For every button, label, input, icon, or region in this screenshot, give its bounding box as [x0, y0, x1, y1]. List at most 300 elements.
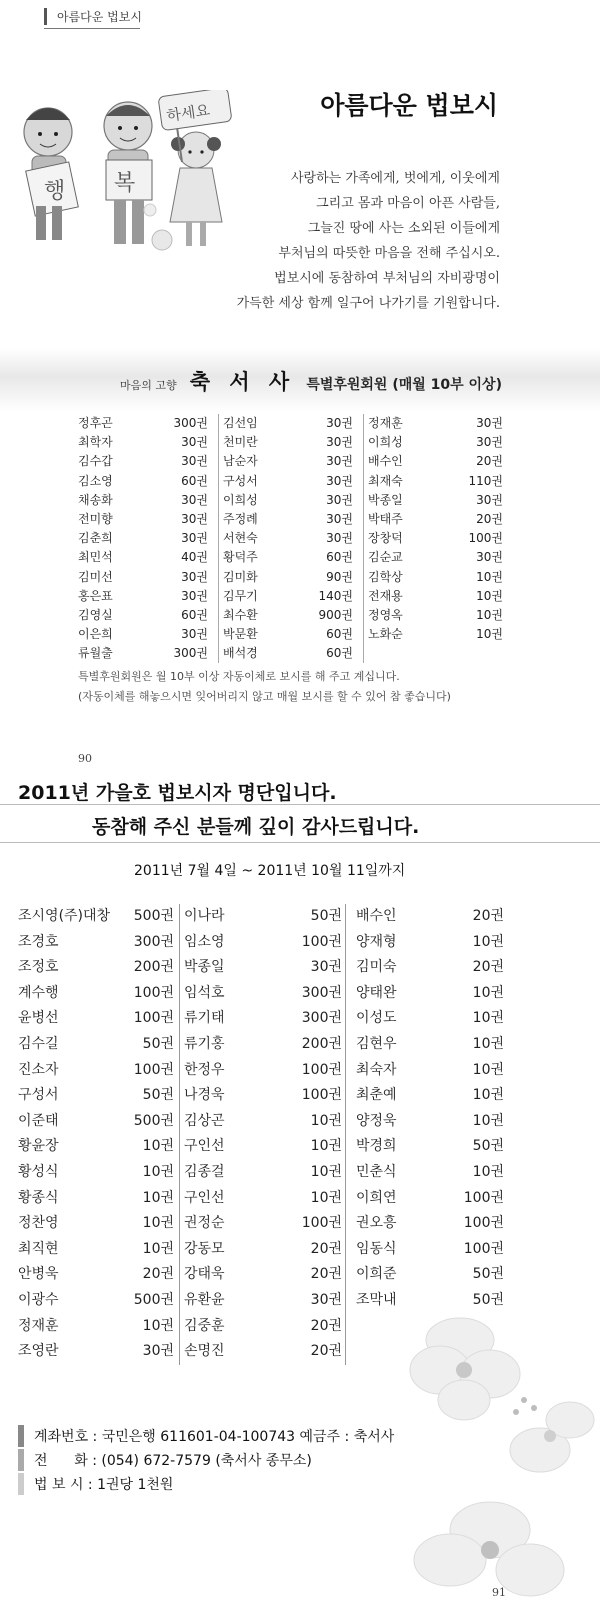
sign-text: 하세요: [165, 101, 212, 125]
table-row: [18, 904, 508, 930]
donor-entry: [18, 1339, 180, 1365]
donor-amount: 30권: [181, 492, 208, 507]
donor-entry: [18, 1314, 180, 1340]
table-row: [18, 1058, 508, 1084]
donor-amount: 30권: [142, 1343, 174, 1360]
account-info: [18, 1424, 394, 1496]
page-number-right: 91: [492, 1586, 506, 1599]
donor-entry: [364, 472, 508, 491]
table-row: [18, 1109, 508, 1135]
heading-prefix: 마음의 고향: [120, 379, 177, 392]
donor-entry: [180, 1237, 346, 1263]
donor-amount: 100권: [463, 1215, 504, 1232]
donor-entry: [219, 529, 364, 548]
donor-name: 유환윤: [184, 1291, 225, 1308]
donor-name: 황성식: [18, 1163, 59, 1180]
donor-entry: [346, 1186, 506, 1212]
donor-entry: [346, 1237, 506, 1263]
donor-amount: 10권: [476, 588, 503, 603]
donor-entry: [180, 1058, 346, 1084]
donor-amount: 50권: [472, 1266, 504, 1283]
donor-name: 구성서: [223, 473, 258, 488]
donor-name: 김미화: [223, 569, 258, 584]
donor-name: 조정호: [18, 959, 59, 976]
poem-line: 부처님의 따뜻한 마음을 전해 주십시오.: [278, 246, 500, 261]
donor-amount: 10권: [472, 1163, 504, 1180]
donor-amount: 30권: [326, 454, 353, 469]
donor-amount: 10권: [142, 1215, 174, 1232]
donor-entry: [346, 1058, 506, 1084]
donor-name: 구인선: [184, 1138, 225, 1155]
donor-name: 양정욱: [356, 1112, 397, 1129]
donor-entry: [180, 1339, 346, 1365]
donor-name: 황덕주: [223, 550, 258, 565]
donor-amount: 20권: [142, 1266, 174, 1283]
donor-entry: [180, 955, 346, 981]
donor-amount: 20권: [310, 1343, 342, 1360]
donor-amount: 20권: [310, 1240, 342, 1257]
donor-amount: 300권: [301, 984, 342, 1001]
donor-entry: [18, 1288, 180, 1314]
donor-entry: [219, 625, 364, 644]
donor-name: 이희연: [356, 1189, 397, 1206]
donor-name: 박경희: [356, 1138, 397, 1155]
donor-entry: [78, 414, 219, 433]
donor-amount: 30권: [326, 511, 353, 526]
donor-entry: [346, 981, 506, 1007]
donor-name: 전재용: [368, 588, 403, 603]
donor-entry: [219, 548, 364, 567]
table-row: [18, 955, 508, 981]
donor-entry: [78, 606, 219, 625]
table-row: [78, 510, 508, 529]
donor-amount: 500권: [133, 1291, 174, 1308]
donor-entry: [346, 1160, 506, 1186]
donor-entry: [78, 452, 219, 471]
donor-entry: [364, 587, 508, 606]
donor-name: 구성서: [18, 1087, 59, 1104]
subtitle-rule: [0, 842, 600, 843]
donor-amount: 30권: [181, 435, 208, 450]
donor-name: 배석경: [223, 646, 258, 661]
donor-name: 박종일: [184, 959, 225, 976]
donor-entry: [18, 1160, 180, 1186]
donor-amount: 30권: [181, 511, 208, 526]
donor-name: 이광수: [18, 1291, 59, 1308]
donor-name: 서현숙: [223, 531, 258, 546]
donor-name: 전미향: [78, 511, 113, 526]
donor-amount: 100권: [301, 933, 342, 950]
donor-amount: 50권: [310, 908, 342, 924]
donor-entry: [364, 510, 508, 529]
page-top: [0, 0, 600, 765]
donor-amount: 30권: [310, 959, 342, 976]
donor-entry: [219, 414, 364, 433]
donor-amount: 10권: [310, 1112, 342, 1129]
donor-amount: 100권: [463, 1189, 504, 1206]
donor-amount: 100권: [133, 1061, 174, 1078]
table-row: [18, 1211, 508, 1237]
donor-name: 김현우: [356, 1035, 397, 1052]
donor-amount: 100권: [301, 1061, 342, 1078]
donor-name: 김중훈: [184, 1317, 225, 1334]
donor-entry: [219, 568, 364, 587]
donor-name: 김수길: [18, 1035, 59, 1052]
info-bar: [18, 1449, 24, 1471]
donor-amount: 30권: [476, 492, 503, 507]
donor-amount: 300권: [301, 1010, 342, 1027]
donor-name: 황종식: [18, 1189, 59, 1206]
donor-entry: [78, 510, 219, 529]
donor-amount: 40권: [181, 550, 208, 565]
donor-name: 이성도: [356, 1010, 397, 1027]
donor-amount: 10권: [310, 1163, 342, 1180]
donor-name: 정후곤: [78, 416, 113, 430]
donor-entry: [78, 625, 219, 644]
donor-name: 박태주: [368, 511, 403, 526]
donor-amount: 300권: [173, 416, 208, 430]
donor-amount: 100권: [468, 531, 503, 546]
section-header: 아름다운 법보시: [44, 8, 142, 25]
donor-amount: 50권: [142, 1035, 174, 1052]
info-account: [18, 1424, 394, 1448]
donor-entry: [364, 452, 508, 471]
title-rule: [0, 804, 600, 805]
date-range: 2011년 7월 4일 ~ 2011년 10월 11일까지: [134, 863, 406, 879]
donor-entry: [346, 1262, 506, 1288]
table-row: [18, 1160, 508, 1186]
donor-entry: [180, 981, 346, 1007]
donor-amount: 50권: [472, 1291, 504, 1308]
donor-name: 최민석: [78, 550, 113, 565]
table-row: [78, 414, 508, 433]
donor-name: 황윤장: [18, 1138, 59, 1155]
table-row: [78, 568, 508, 587]
donor-amount: 110권: [468, 473, 503, 488]
donor-name: 박종일: [368, 492, 403, 507]
donor-name: 김영실: [78, 607, 113, 622]
donor-amount: [450, 644, 503, 663]
donor-entry: [78, 433, 219, 452]
donor-name: 조경호: [18, 933, 59, 950]
donor-entry: [346, 904, 506, 930]
table-row: [18, 1186, 508, 1212]
donor-name: 최숙자: [356, 1061, 397, 1078]
info-price: [18, 1472, 394, 1496]
table-row: [78, 491, 508, 510]
donor-entry: [364, 433, 508, 452]
donor-amount: 10권: [472, 1010, 504, 1027]
donor-entry: [78, 587, 219, 606]
donor-entry: [180, 1032, 346, 1058]
donor-entry: [364, 529, 508, 548]
donor-name: 양태완: [356, 984, 397, 1001]
donor-name: 권정순: [184, 1215, 225, 1232]
donor-name: 진소자: [18, 1061, 59, 1078]
donor-amount: 100권: [133, 984, 174, 1001]
donor-entry: [364, 491, 508, 510]
donor-name: 김미숙: [356, 959, 397, 976]
temple-name: 축 서 사: [189, 370, 296, 394]
donor-amount: 10권: [310, 1138, 342, 1155]
donor-entry: [18, 1083, 180, 1109]
donor-name: 류기홍: [184, 1035, 225, 1052]
table-row: [78, 644, 508, 663]
header-underline: [44, 28, 140, 29]
donor-name: 최춘예: [356, 1087, 397, 1104]
donor-amount: 30권: [476, 550, 503, 565]
donor-name: 남순자: [223, 454, 258, 469]
donor-entry: [219, 606, 364, 625]
donor-name: 이나라: [184, 908, 225, 924]
donor-name: 배수인: [356, 908, 397, 924]
donor-amount: 30권: [326, 416, 353, 430]
donor-amount: 20권: [310, 1266, 342, 1283]
table-row: [78, 548, 508, 567]
donor-name: 이희성: [223, 492, 258, 507]
page-number-left: 90: [78, 752, 92, 765]
donor-amount: 10권: [476, 569, 503, 584]
donor-amount: 140권: [318, 588, 353, 603]
table-row: [18, 1083, 508, 1109]
donor-entry: [219, 433, 364, 452]
donor-amount: 500권: [133, 908, 174, 924]
donor-amount: 60권: [326, 550, 353, 565]
donor-entry: [18, 904, 180, 930]
donor-entry: [346, 1134, 506, 1160]
donor-amount: 10권: [472, 1035, 504, 1052]
donor-entry: [180, 1083, 346, 1109]
donor-entry: [180, 1314, 346, 1340]
page-title: 아름다운 법보시: [320, 91, 498, 120]
donor-name: 임동식: [356, 1240, 397, 1257]
donor-entry: [18, 1211, 180, 1237]
donor-entry: [364, 644, 508, 663]
donor-entry: [219, 644, 364, 663]
donor-list-table: [18, 904, 508, 1365]
donor-amount: 30권: [326, 435, 353, 450]
donor-entry: [180, 1288, 346, 1314]
donor-entry: [346, 1006, 506, 1032]
donor-entry: [346, 1083, 506, 1109]
donor-name: 김수갑: [78, 454, 113, 469]
donor-amount: 30권: [476, 435, 503, 450]
donor-name: 정찬영: [18, 1215, 59, 1232]
donor-name: 권오흥: [356, 1215, 397, 1232]
info-account-text: 계좌번호 : 국민은행 611601-04-100743 예금주 : 축서사: [34, 1429, 395, 1445]
donor-entry: [18, 930, 180, 956]
donor-name: 류월출: [78, 646, 113, 661]
donor-amount: 30권: [181, 531, 208, 546]
donor-entry: [219, 472, 364, 491]
donor-name: 임석호: [184, 984, 225, 1001]
donor-amount: 200권: [301, 1035, 342, 1052]
table-row: [78, 625, 508, 644]
card-text-2: 복: [114, 171, 136, 196]
donor-name: 이희준: [356, 1266, 397, 1283]
donor-amount: 10권: [142, 1240, 174, 1257]
donor-name: 이은희: [78, 627, 113, 642]
donor-entry: [180, 1186, 346, 1212]
card-text-1: 행: [44, 179, 66, 204]
donor-name: 노화순: [368, 627, 403, 642]
donor-amount: 30권: [181, 627, 208, 642]
donor-amount: 300권: [173, 646, 208, 661]
donor-amount: 10권: [142, 1163, 174, 1180]
special-members-table: [78, 414, 508, 663]
donor-entry: [78, 472, 219, 491]
donor-name: 조영란: [18, 1343, 59, 1360]
info-bar: [18, 1425, 24, 1447]
donor-list-subtitle: 동참해 주신 분들께 깊이 감사드립니다.: [92, 816, 420, 838]
donor-name: 장창덕: [368, 531, 403, 546]
donor-name: 정영옥: [368, 607, 403, 622]
donor-amount: 10권: [472, 1061, 504, 1078]
donor-name: 류기태: [184, 1010, 225, 1027]
donor-amount: 30권: [310, 1291, 342, 1308]
table-row: [78, 433, 508, 452]
donor-name: 김종걸: [184, 1163, 225, 1180]
donor-entry: [346, 930, 506, 956]
poem-line: 법보시에 동참하여 부처님의 자비광명이: [274, 271, 500, 286]
donor-entry: [18, 1134, 180, 1160]
donor-entry: [180, 1109, 346, 1135]
donor-entry: [180, 1006, 346, 1032]
donor-name: 채송화: [78, 492, 113, 507]
donor-name: 홍은표: [78, 588, 113, 603]
table-row: [18, 1262, 508, 1288]
donor-amount: 500권: [133, 1112, 174, 1129]
table-row: [78, 452, 508, 471]
donor-entry: [18, 981, 180, 1007]
table-row: [18, 930, 508, 956]
donor-name: 최직현: [18, 1240, 59, 1257]
donor-entry: [346, 1211, 506, 1237]
donor-name: 김춘희: [78, 531, 113, 546]
donor-name: 김선임: [223, 416, 258, 430]
donor-entry: [78, 491, 219, 510]
donor-name: 나경욱: [184, 1087, 225, 1104]
special-note-1: 특별후원회원은 월 10부 이상 자동이체로 보시를 해 주고 계십니다.: [78, 670, 400, 683]
donor-name: 조막내: [356, 1291, 397, 1308]
table-row: [18, 981, 508, 1007]
donor-name: 정재훈: [368, 416, 403, 430]
donor-amount: 50권: [142, 1087, 174, 1104]
donor-amount: 300권: [133, 933, 174, 950]
donor-entry: [180, 1160, 346, 1186]
donor-name: 배수인: [368, 454, 403, 469]
donor-entry: [78, 568, 219, 587]
donor-name: 김학상: [368, 569, 403, 584]
donor-amount: 60권: [326, 627, 353, 642]
info-phone-text: 전 화 : (054) 672-7579 (축서사 종무소): [34, 1453, 312, 1469]
donor-name: 임소영: [184, 933, 225, 950]
table-row: [18, 1032, 508, 1058]
donor-amount: 50권: [472, 1138, 504, 1155]
donor-name: 최학자: [78, 435, 113, 450]
donor-entry: [18, 1058, 180, 1084]
donor-entry: [219, 510, 364, 529]
donor-amount: 30권: [181, 454, 208, 469]
donor-name: 김무기: [223, 588, 258, 603]
donor-amount: 30권: [326, 492, 353, 507]
donor-name: 이희성: [368, 435, 403, 450]
info-price-text: 법 보 시 : 1권당 1천원: [34, 1477, 174, 1493]
donor-amount: 900권: [318, 607, 353, 622]
info-phone: [18, 1448, 394, 1472]
donor-amount: 10권: [472, 1087, 504, 1104]
table-row: [18, 1134, 508, 1160]
donor-name: 양재형: [356, 933, 397, 950]
donor-name: 손명진: [184, 1343, 225, 1360]
donor-amount: 100권: [133, 1010, 174, 1027]
donor-entry: [18, 1237, 180, 1263]
donor-entry: [180, 904, 346, 930]
donor-entry: [346, 955, 506, 981]
donor-entry: [346, 1109, 506, 1135]
donor-amount: 200권: [133, 959, 174, 976]
donor-entry: [364, 568, 508, 587]
special-members-heading: [120, 366, 502, 396]
donor-amount: 30권: [181, 569, 208, 584]
donor-amount: 20권: [472, 908, 504, 924]
donor-amount: 100권: [301, 1087, 342, 1104]
donor-amount: 30권: [326, 473, 353, 488]
donor-entry: [364, 548, 508, 567]
table-row: [78, 606, 508, 625]
donor-amount: 30권: [326, 531, 353, 546]
donor-amount: 10권: [476, 627, 503, 642]
donor-name: 최수환: [223, 607, 258, 622]
poem-line: 그리고 몸과 마음이 아픈 사람들,: [316, 196, 500, 211]
donor-name: 구인선: [184, 1189, 225, 1206]
donor-entry: [18, 1032, 180, 1058]
donor-amount: 10권: [476, 607, 503, 622]
donor-entry: [219, 491, 364, 510]
donor-entry: [18, 1006, 180, 1032]
table-row: [78, 472, 508, 491]
donor-amount: 90권: [326, 569, 353, 584]
donor-name: 정재훈: [18, 1317, 59, 1334]
info-bar: [18, 1473, 24, 1495]
donor-name: 박문환: [223, 627, 258, 642]
donor-entry: [18, 1109, 180, 1135]
donor-name: 민춘식: [356, 1163, 397, 1180]
donor-name: 윤병선: [18, 1010, 59, 1027]
donor-name: 계수행: [18, 984, 59, 1001]
donor-entry: [180, 1262, 346, 1288]
donor-name: 강태욱: [184, 1266, 225, 1283]
donor-amount: 10권: [142, 1189, 174, 1206]
donor-name: 강동모: [184, 1240, 225, 1257]
donor-entry: [180, 1211, 346, 1237]
special-note-2: (자동이체를 해놓으시면 잊어버리지 않고 매월 보시를 할 수 있어 참 좋습니다): [78, 690, 451, 703]
donor-amount: 10권: [472, 1112, 504, 1129]
heading-label: 특별후원회원 (매월 10부 이상): [306, 377, 502, 393]
donor-name: 조시영(주)대창: [18, 908, 111, 924]
donor-amount: 10권: [142, 1138, 174, 1155]
table-row: [78, 529, 508, 548]
donor-entry: [364, 625, 508, 644]
poem-line: 사랑하는 가족에게, 벗에게, 이웃에게: [290, 171, 500, 186]
donor-entry: [78, 644, 219, 663]
donor-name: 김순교: [368, 550, 403, 565]
donor-list-title: 2011년 가을호 법보시자 명단입니다.: [18, 782, 337, 804]
donor-amount: 10권: [472, 933, 504, 950]
donor-name: 김소영: [78, 473, 113, 488]
donor-entry: [78, 529, 219, 548]
donor-entry: [364, 606, 508, 625]
